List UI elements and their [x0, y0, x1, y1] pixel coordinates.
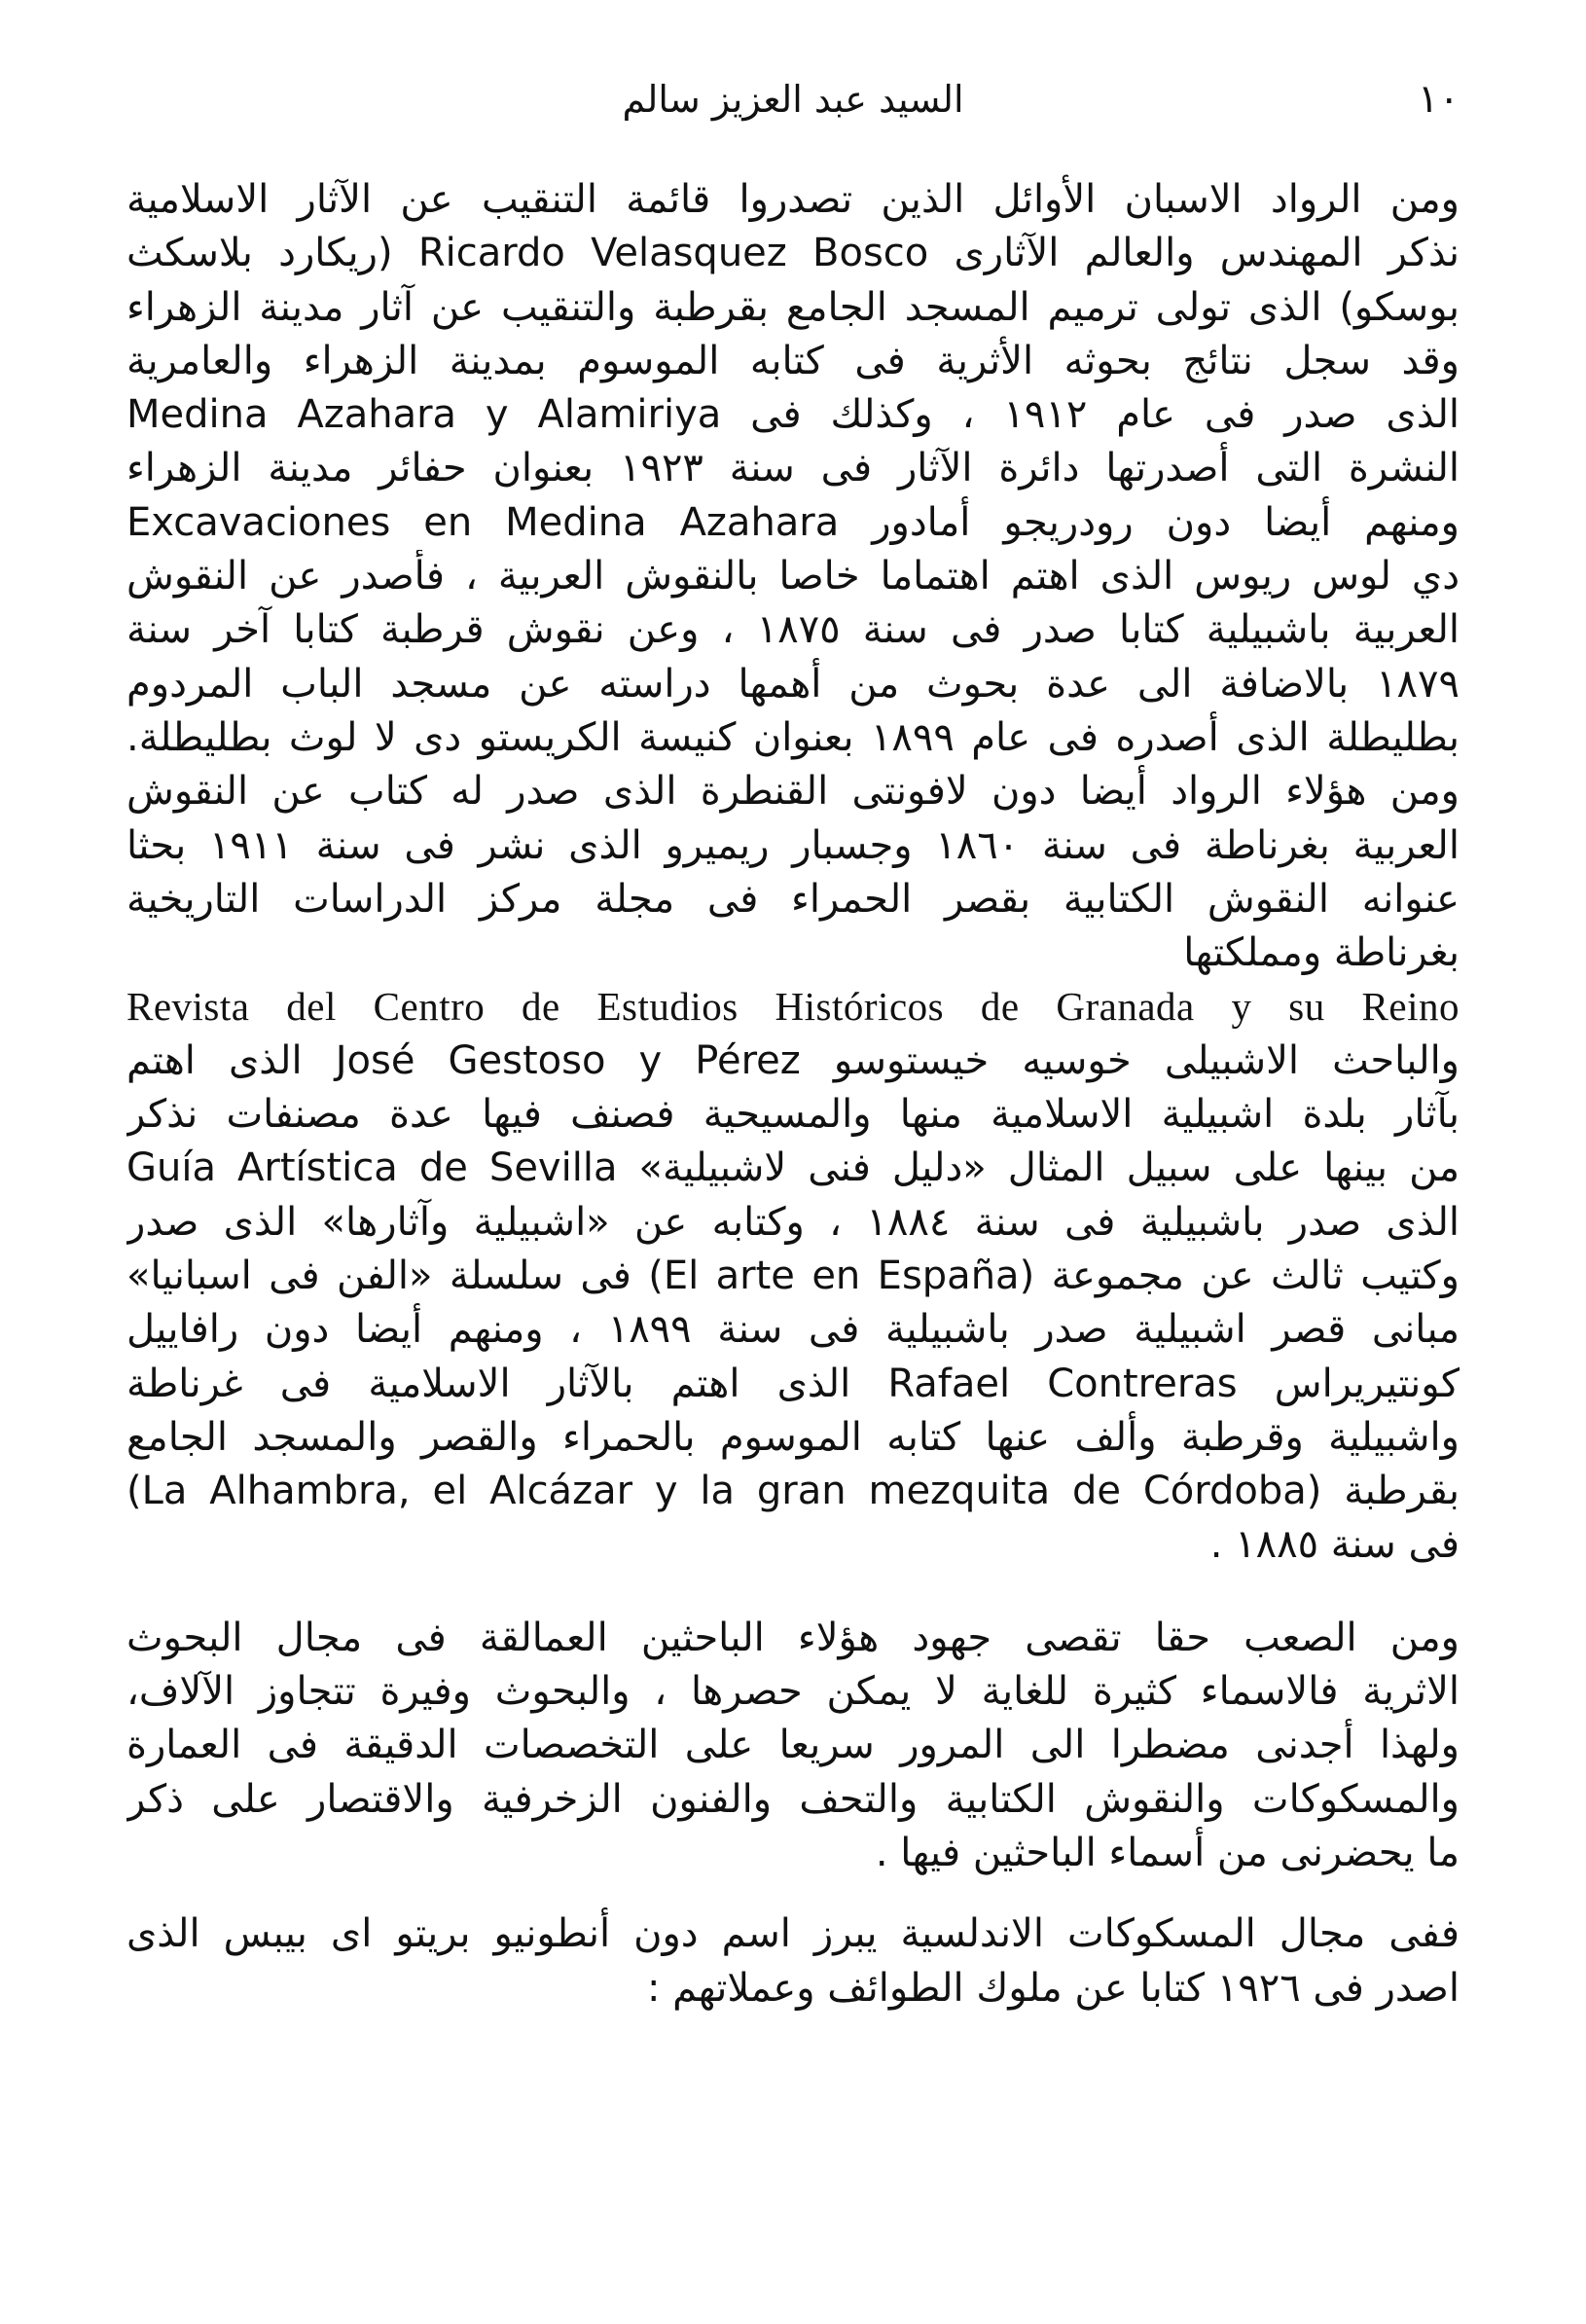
text-line: اصدر فى ١٩٢٦ كتابا عن ملوك الطوائف وعملاتهم :: [646, 1965, 1460, 2011]
text-line: مبانى قصر اشبيلية صدر باشبيلية فى سنة ١٨٩٩ ، ومنهم أيضا دون رافاييل: [126, 1307, 1460, 1353]
text-line: عنوانه النقوش الكتابية بقصر الحمراء فى مجلة مركز الدراسات التاريخية: [126, 876, 1460, 922]
text-line: بغرناطة ومملكتها: [1183, 930, 1460, 976]
text-line: Medina Azahara y Alamiriya الذى صدر فى عام ١٩١٢ ، وكذلك فى: [126, 392, 1460, 438]
text-line: الذى صدر باشبيلية فى سنة ١٨٨٤ ، وكتابه عن «اشبيلية وآثارها» الذى صدر: [126, 1199, 1460, 1245]
text-line: بطليطلة الذى أصدره فى عام ١٨٩٩ بعنوان كنيسة الكريستو دى لا لوث بطليطلة.: [126, 714, 1460, 760]
text-line: واشبيلية وقرطبة وألف عنها كتابه الموسوم بالحمراء والقصر والمسجد الجامع: [126, 1414, 1460, 1460]
latin-title-line: Revista del Centro de Estudios Históricos de Granada y su Reino: [126, 984, 1460, 1030]
text-line: Excavaciones en Medina Azahara ومنهم أيضا دون رودريجو أمادور: [126, 499, 1460, 545]
paragraph-1: [126, 173, 1460, 1573]
text-line: العربية باشبيلية كتابا صدر فى سنة ١٨٧٥ ، وعن نقوش قرطبة كتابا آخر سنة: [126, 607, 1460, 653]
running-header: [126, 70, 1460, 128]
text-line: ففى مجال المسكوكات الاندلسية يبرز اسم دون أنطونيو بريتو اى بيبس الذى: [126, 1911, 1460, 1957]
text-line: ومن الرواد الاسبان الأوائل الذين تصدروا قائمة التنقيب عن الآثار الاسلامية: [126, 177, 1460, 222]
text-line: العربية بغرناطة فى سنة ١٨٦٠ وجسبار ريميرو الذى نشر فى سنة ١٩١١ بحثا: [126, 822, 1460, 868]
text-line: ما يحضرنى من أسماء الباحثين فيها .: [875, 1830, 1460, 1875]
running-head-author: السيد عبد العزيز سالم: [622, 78, 964, 121]
text-line: كونتيريراس Rafael Contreras الذى اهتم بالآثار الاسلامية فى غرناطة: [126, 1361, 1460, 1406]
text-line: وكتيب ثالث عن مجموعة (El arte en España) فى سلسلة «الفن فى اسبانيا»: [126, 1253, 1460, 1298]
text-line: بقرطبة (La Alhambra, el Alcázar y la gran mezquita de Córdoba): [126, 1469, 1460, 1514]
text-line: وقد سجل نتائج بحوثه الأثرية فى كتابه الموسوم بمدينة الزهراء والعامرية: [126, 338, 1460, 383]
text-line: فى سنة ١٨٨٥ .: [1209, 1522, 1460, 1568]
text-line: ومن الصعب حقا تقصى جهود هؤلاء الباحثين العمالقة فى مجال البحوث: [126, 1615, 1460, 1660]
text-line: نذكر المهندس والعالم الآثارى Ricardo Velasquez Bosco (ريكارد بلاسكث: [126, 231, 1460, 276]
text-line: من بينها على سبيل المثال «دليل فنى لاشبيلية» Guía Artística de Sevilla: [126, 1145, 1460, 1191]
text-line: ولهذا أجدنى مضطرا الى المرور سريعا على التخصصات الدقيقة فى العمارة: [126, 1723, 1460, 1768]
text-line: دي لوس ريوس الذى اهتم اهتماما خاصا بالنقوش العربية ، فأصدر عن النقوش: [126, 554, 1460, 599]
text-line: بوسكو) الذى تولى ترميم المسجد الجامع بقرطبة والتنقيب عن آثار مدينة الزهراء: [126, 284, 1460, 330]
page-number: ١٠: [1418, 77, 1460, 122]
text-line: النشرة التى أصدرتها دائرة الآثار فى سنة ١٩٢٣ بعنوان حفائر مدينة الزهراء: [126, 446, 1460, 491]
text-line: والمسكوكات والنقوش الكتابية والتحف والفنون الزخرفية والاقتصار على ذكر: [126, 1776, 1460, 1822]
text-line: ومن هؤلاء الرواد أيضا دون لافونتى القنطرة الذى صدر له كتاب عن النقوش: [126, 769, 1460, 815]
paragraph-3: [126, 1907, 1460, 2015]
text-line: الاثرية فالاسماء كثيرة للغاية لا يمكن حصرها ، والبحوث وفيرة تتجاوز الآلاف،: [126, 1669, 1460, 1715]
paragraph-spacer: [126, 1880, 1460, 1907]
text-line: بآثار بلدة اشبيلية الاسلامية منها والمسيحية فصنف فيها عدة مصنفات نذكر: [126, 1092, 1460, 1138]
text-line: والباحث الاشبيلى خوسيه خيستوسو José Gestoso y Pérez الذى اهتم: [126, 1037, 1460, 1083]
paragraph-2: [126, 1612, 1460, 1880]
paragraph-spacer: [126, 1573, 1460, 1612]
text-line: ١٨٧٩ بالاضافة الى عدة بحوث من أهمها دراسته عن مسجد الباب المردوم: [126, 661, 1460, 707]
page-body: [126, 173, 1460, 2015]
